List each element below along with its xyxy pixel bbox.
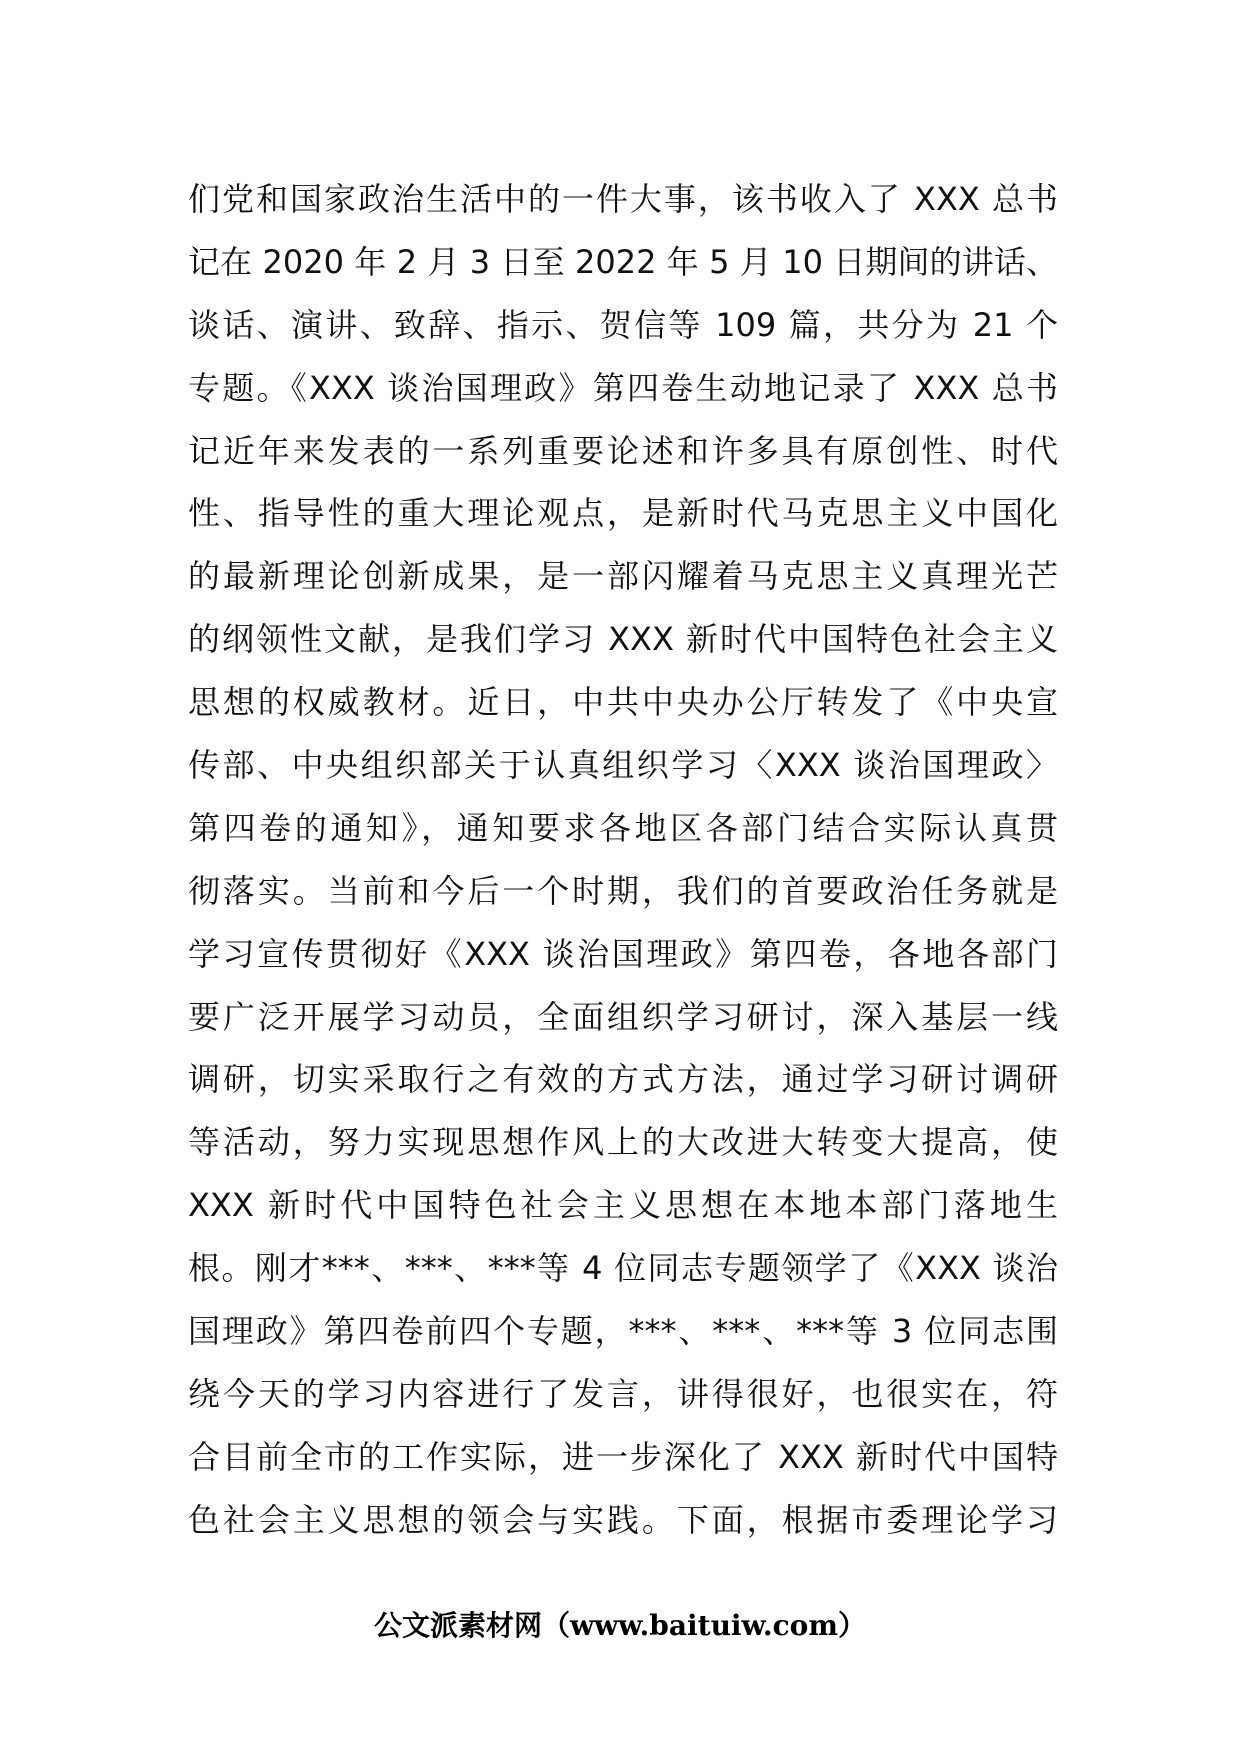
text-line: 根。刚才***、***、***等 4 位同志专题领学了《XXX 谈治 xyxy=(188,1249,1058,1288)
text-line: 传部、中央组织部关于认真组织学习〈XXX 谈治国理政〉 xyxy=(188,746,1058,785)
text-line: 记在 2020 年 2 月 3 日至 2022 年 5 月 10 日期间的讲话、 xyxy=(188,242,1058,281)
text-line: 的纲领性文献，是我们学习 XXX 新时代中国特色社会主义 xyxy=(188,620,1058,659)
body-text xyxy=(188,168,1058,1552)
text-line: 的最新理论创新成果，是一部闪耀着马克思主义真理光芒 xyxy=(188,557,1058,596)
text-line: 色社会主义思想的领会与实践。下面，根据市委理论学习 xyxy=(188,1500,1058,1539)
text-line: 学习宣传贯彻好《XXX 谈治国理政》第四卷，各地各部门 xyxy=(188,934,1058,973)
text-line: 绕今天的学习内容进行了发言，讲得很好，也很实在，符 xyxy=(188,1374,1058,1413)
text-line: 调研，切实采取行之有效的方式方法，通过学习研讨调研 xyxy=(188,1060,1058,1099)
text-line: XXX 新时代中国特色社会主义思想在本地本部门落地生 xyxy=(188,1186,1058,1225)
text-line: 彻落实。当前和今后一个时期，我们的首要政治任务就是 xyxy=(188,871,1058,910)
text-line: 第四卷的通知》，通知要求各地区各部门结合实际认真贯 xyxy=(188,808,1058,847)
text-line: 谈话、演讲、致辞、指示、贺信等 109 篇，共分为 21 个 xyxy=(188,305,1058,344)
text-line: 合目前全市的工作实际，进一步深化了 XXX 新时代中国特 xyxy=(188,1437,1058,1476)
text-line: 们党和国家政治生活中的一件大事，该书收入了 XXX 总书 xyxy=(188,180,1058,218)
text-line: 要广泛开展学习动员，全面组织学习研讨，深入基层一线 xyxy=(188,997,1058,1036)
text-line: 等活动，努力实现思想作风上的大改进大转变大提高，使 xyxy=(188,1123,1058,1162)
text-line: 国理政》第四卷前四个专题，***、***、***等 3 位同志围 xyxy=(188,1312,1058,1351)
text-line: 性、指导性的重大理论观点，是新时代马克思主义中国化 xyxy=(188,494,1058,533)
page-footer: 公文派素材网（www.baituiw.com） xyxy=(374,1609,866,1642)
text-line: 思想的权威教材。近日，中共中央办公厅转发了《中央宣 xyxy=(188,683,1058,722)
text-line: 记近年来发表的一系列重要论述和许多具有原创性、时代 xyxy=(188,431,1058,470)
text-line: 专题。《XXX 谈治国理政》第四卷生动地记录了 XXX 总书 xyxy=(188,368,1058,407)
